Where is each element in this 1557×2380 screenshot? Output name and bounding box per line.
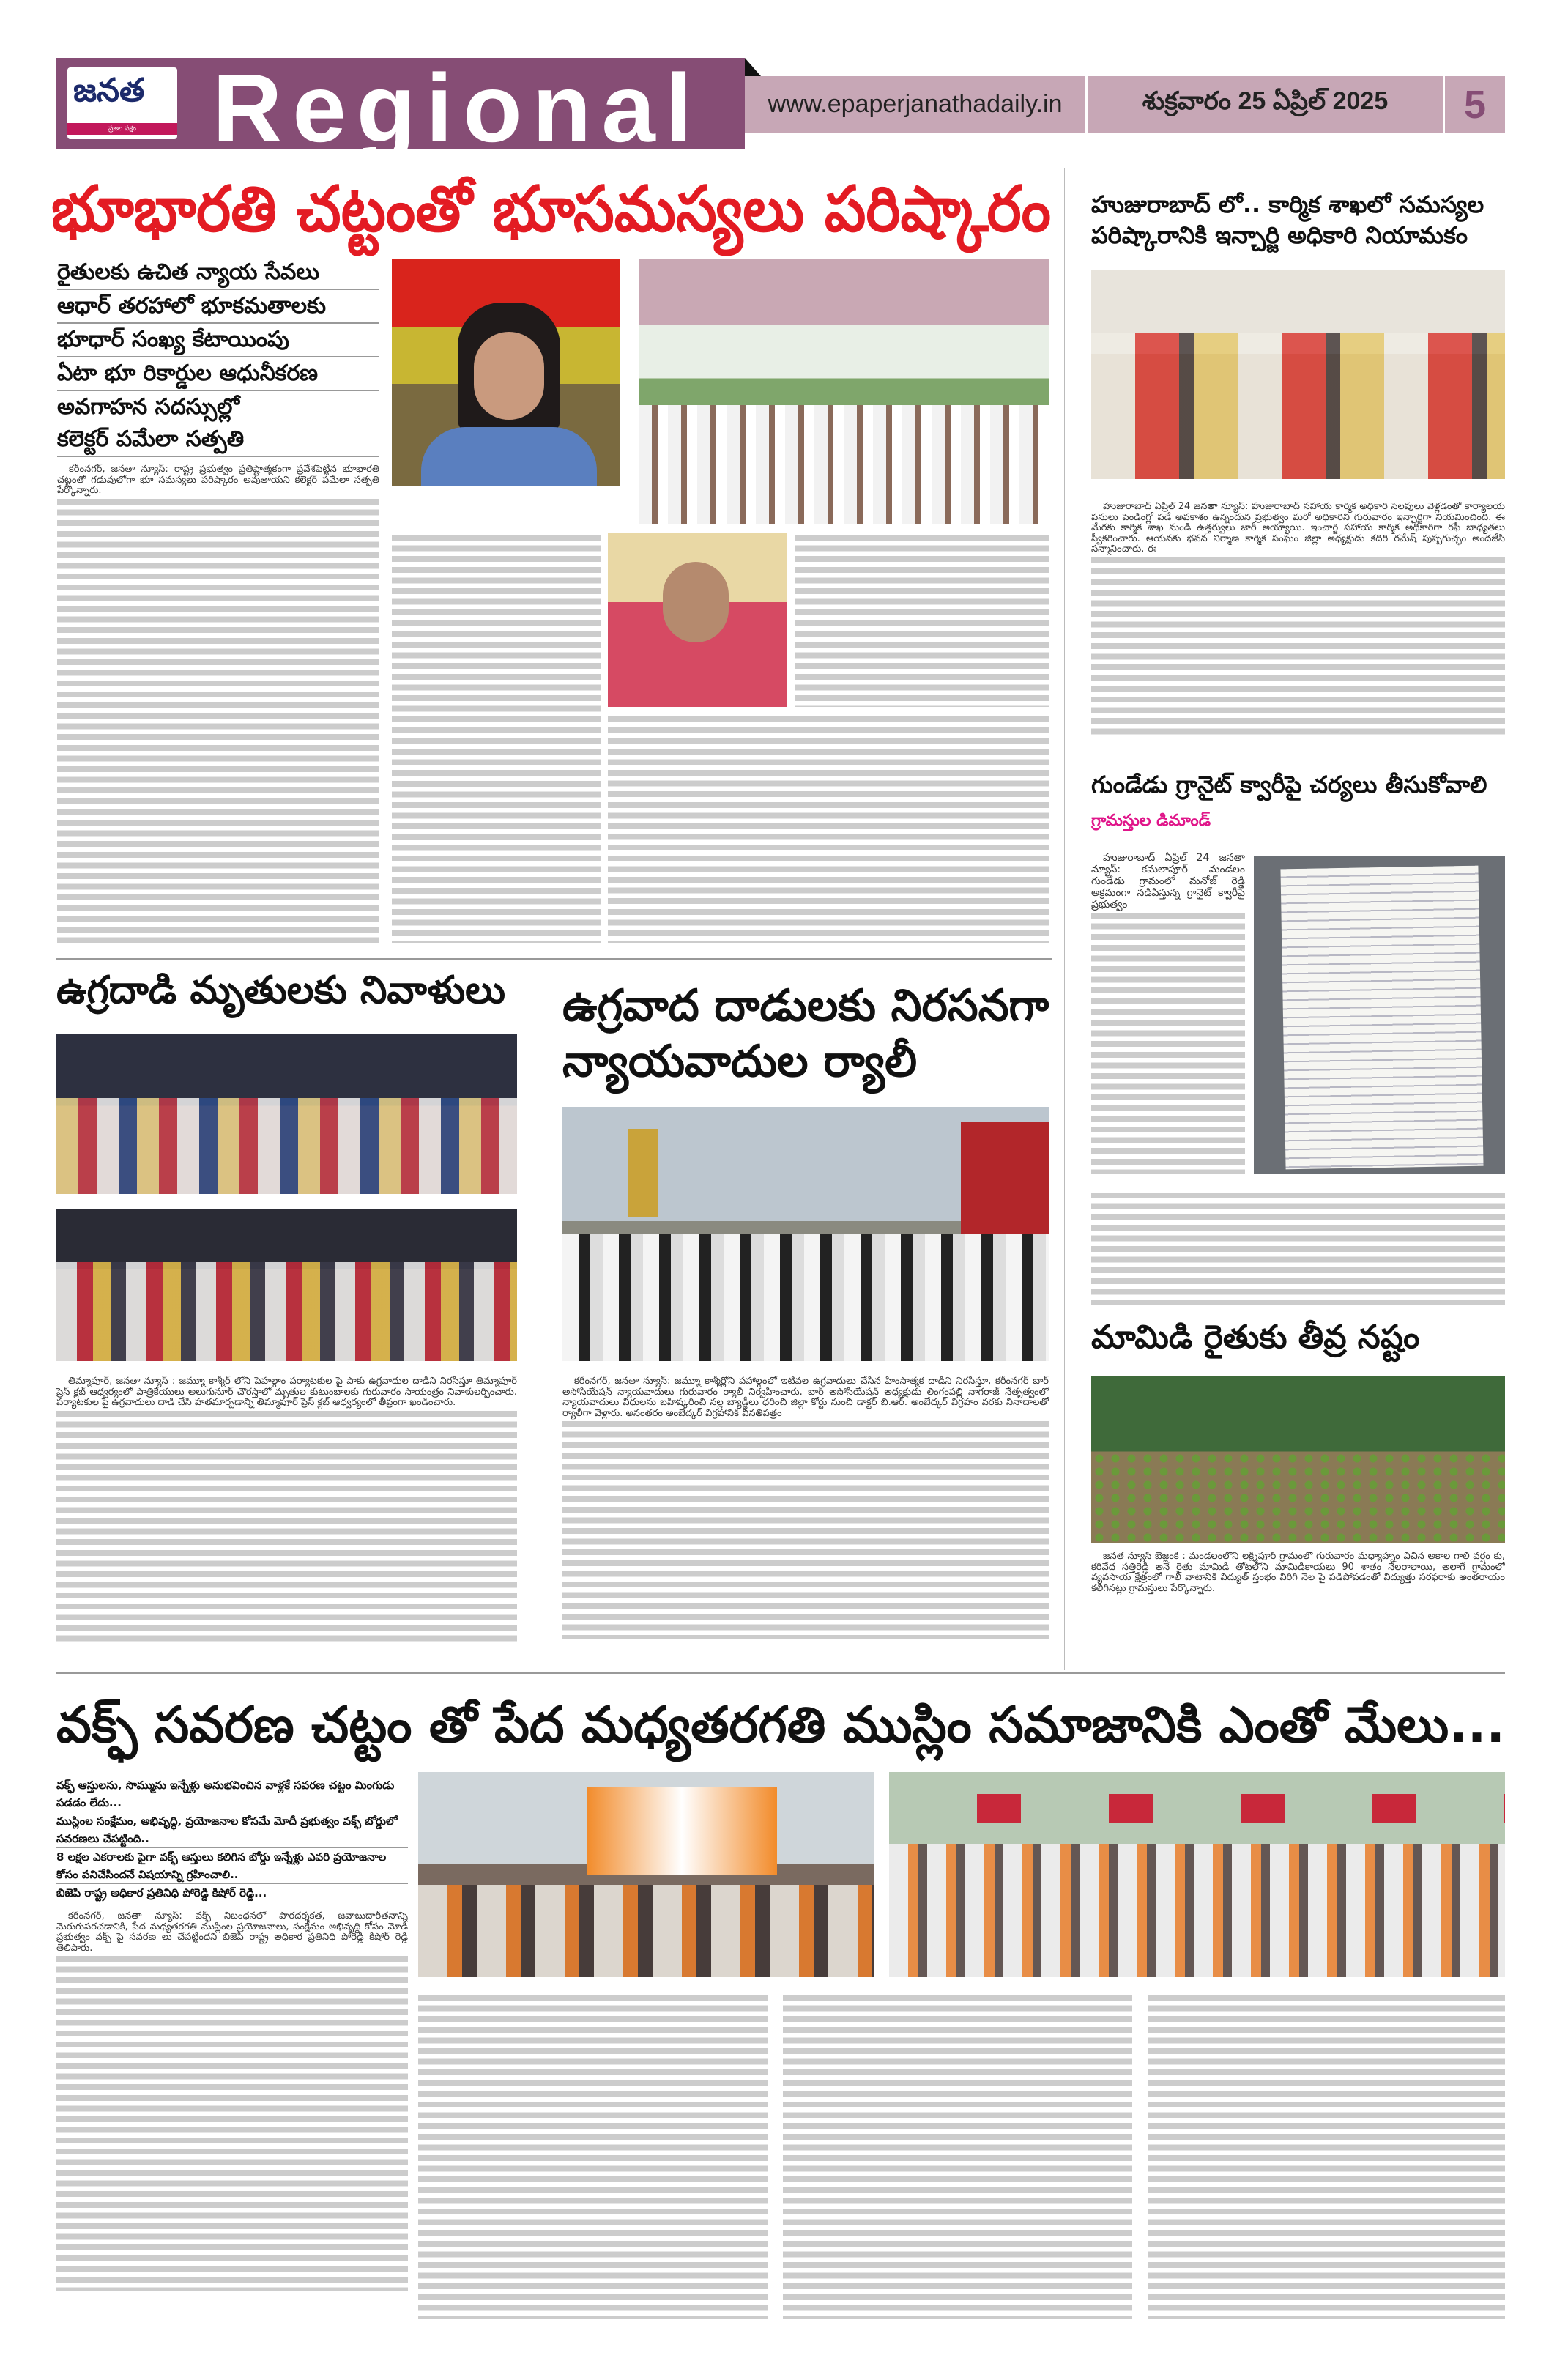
tribute-body-text: తిమ్మాపూర్, జనతా న్యూస్ : జమ్మూ కాశ్మీర్ లోని పెహల్గాం పర్యాటకుల పై పాకు ఉగ్రవాదుల దాడిని నిరసిస్తూ తిమ్మాపూర్ ప్రెస్ క్లబ్ ఆధ్వర్యంలో పాత్రికేయులు అలుగునూర్ చౌరస్తాలో మృతుల కుటుంబాలకు గురువారం సాయంత్రం నివాళులర్పించారు. పర్యాటకుల పై ఉగ్రవాదులు దాడి చేసి హతమార్చడాన్ని తిమ్మాపూర్ ప్రెస్ క్లబ్ ఆధ్వర్యంలో తీవ్రంగా ఖండించారు.	[56, 1376, 517, 1409]
lead-headline: భూభారతి చట్టంతో భూసమస్యలు పరిష్కారం	[51, 173, 1051, 246]
section-divider	[56, 1672, 1505, 1674]
lead-subhead: ఆధార్ తరహాలో భూకమతాలకు	[57, 290, 379, 324]
page-number: 5	[1445, 76, 1505, 133]
lead-left-column	[57, 256, 379, 943]
text-texture	[56, 1954, 408, 2291]
lawyers-headline-line1: ఉగ్రవాద దాడులకు నిరసనగా	[562, 980, 1049, 1031]
waqf-subhead: ముస్లింల సంక్షేమం, అభివృద్ధి, ప్రయోజనాల కోసమే మోదీ ప్రభుత్వం వక్ఫ్ బోర్డులో సవరణలు చేపట్టింది..	[56, 1812, 408, 1848]
lead-subhead: భూధార్ సంఖ్య కేటాయింపు	[57, 324, 379, 357]
lawyers-headline-line2: న్యాయవాదుల ర్యాలీ	[562, 1036, 918, 1087]
granite-headline: గుండేడు గ్రానైట్ క్వారీపై చర్యలు తీసుకోవాలి	[1091, 771, 1487, 798]
lawyers-rally-photo	[562, 1107, 1049, 1361]
tribute-photo-1	[56, 1034, 517, 1194]
lead-body-text: కరీంనగర్, జనతా న్యూస్: రాష్ట్ర ప్రభుత్వం ప్రతిష్టాత్మకంగా ప్రవేశపెట్టిన భూభారతి చట్టంతో గడువులోగా భూ సమస్యలు పరిష్కారం అవుతాయని కలెక్టర్ పమేలా సత్పతి పేర్కొన్నారు.	[57, 464, 379, 497]
masthead-corner	[745, 58, 761, 76]
granite-body-cont	[1091, 1190, 1505, 1308]
lawyers-body-text: కరీంనగర్, జనతా న్యూస్: జమ్మూ కాశ్మీర్లోని పహాల్గంలో ఇటీవల ఉగ్రవాదులు చేసిన హింసాత్మక దాడిని నిరసిస్తూ, కరీంనగర్ బార్ అసోసియేషన్ న్యాయవాదులు గురువారం ర్యాలీ నిర్వహించారు. బార్ అసోసియేషన్ అధ్యక్షుడు లింగంపల్లి నాగరాజ్ నేతృత్వంలో న్యాయవాదులు విధులను బహిష్కరించి నల్ల బ్యాడ్జీలు ధరించి జిల్లా కోర్టు నుంచి డాక్టర్ బి.ఆర్. అంబేద్కర్ విగ్రహం వరకు నినాదాలతో ర్యాలీగా వెళ్లారు. అనంతరం అంబేద్కర్ విగ్రహానికి వినతిపత్రం	[562, 1376, 1049, 1419]
mango-body: జనత న్యూస్ బెజ్జంకి : మండలంలోని లక్ష్మీపూర్ గ్రామంలో గురువారం మధ్యాహ్నం వీచిన అకాల గాలి వర్షం కు, కరివేద సత్తిరెడ్డి అనే రైతు మామిడి తోటలోని మామిడికాయలు 90 శాతం నేలరాలాయి, అలాగే గ్రామంలో వ్యవసాయ క్షేత్రంలో గాలి వాటానికి విద్యుత్ స్తంభం విరిగి నెల పై పడిపోవడంతో విద్యుత్తు సరఫరాకు అంతరాయం కలిగినట్లు గ్రామస్తులు పేర్కొన్నారు.	[1091, 1552, 1505, 1594]
lead-body-col2	[392, 533, 601, 943]
waqf-subhead: 8 లక్షల ఎకరాలకు పైగా వక్ఫ్ ఆస్తులు కలిగిన బోర్డు ఇన్నేళ్లు ఎవరి ప్రయోజనాల కోసం పనిచేసిందనే విషయాన్ని గ్రహించాలి..	[56, 1848, 408, 1884]
collector-speaking-photo	[392, 259, 620, 486]
lawyers-headline	[562, 978, 1049, 1089]
officer-felicitation-photo	[1091, 270, 1505, 479]
lead-subhead: అవగాహన సదస్సుల్లో	[57, 394, 240, 420]
issue-date: శుక్రవారం 25 ఏప్రిల్ 2025	[1088, 76, 1443, 133]
waqf-left-column	[56, 1776, 408, 2319]
granite-body-text: హుజురాబాద్ ఏప్రిల్ 24 జనతా న్యూస్: కమలాపూర్ మండలం గుండేడు గ్రామంలో మనోజ్ రెడ్డి అక్రమంగా నడిపిస్తున్న గ్రానైట్ క్వారీపై ప్రభుత్వం	[1091, 852, 1245, 911]
newspaper-logo	[67, 67, 177, 139]
complaint-letter-photo	[1254, 856, 1505, 1174]
text-texture	[1091, 911, 1245, 1174]
text-texture	[562, 1419, 1049, 1639]
text-texture	[57, 497, 379, 943]
official-speaking-photo	[608, 533, 787, 707]
waqf-body-col4	[1148, 1992, 1505, 2319]
press-meet-photo	[418, 1772, 874, 1977]
waqf-headline: వక్ఫ్ సవరణ చట్టం తో పేద మధ్యతరగతి ముస్లిం సమాజానికి ఎంతో మేలు...	[56, 1697, 1505, 1754]
logo-tagline: ప్రజల పక్షం	[67, 123, 177, 135]
awareness-meeting-crowd-photo	[639, 259, 1049, 524]
lead-subhead: రైతులకు ఉచిత న్యాయ సేవలు	[57, 256, 379, 290]
hujurabad-body	[1091, 502, 1505, 762]
lead-body-col1	[57, 464, 379, 943]
hujurabad-body-text: హుజురాబాద్ ఏప్రిల్ 24 జనతా న్యూస్: హుజురాబాద్ సహాయ కార్మిక అధికారి సెలవులు వెళ్లడంతో కార్యాలయ పనులు పెండింగ్లో పడే అవకాశం ఉన్నందున ప్రభుత్వం మరో అధికారిని గురువారం ఇన్చార్జిగా నియమించింది. ఈ మేరకు కార్మిక శాఖ నుండి ఉత్తర్వులు జారీ అయ్యాయి. ఇంచార్జి సహాయ కార్మిక అధికారిగా రఫీ బాధ్యతలు స్వీకరించారు. ఆయనకు భవన నిర్మాణ కార్మిక సంఘం జిల్లా అధ్యక్షుడు కదిరి రమేష్ పుష్పగుచ్ఛం అందజేసి సన్మానించారు. ఈ	[1091, 502, 1505, 555]
waqf-subheads	[56, 1776, 408, 1902]
waqf-subhead: బిజెపి రాష్ట్ర అధికార ప్రతినిధి పోరెడ్డి కిషోర్ రెడ్డి...	[56, 1884, 408, 1902]
granite-kicker: గ్రామస్తుల డిమాండ్	[1091, 812, 1211, 830]
text-texture	[1091, 555, 1505, 738]
column-divider	[1064, 168, 1065, 1670]
granite-body	[1091, 852, 1245, 1187]
tribute-body	[56, 1376, 517, 1650]
lead-subhead: ఏటా భూ రికార్డుల ఆధునీకరణ	[57, 357, 379, 391]
lawyers-body	[562, 1376, 1049, 1657]
lead-body-col3a	[795, 533, 1049, 707]
lead-body-col3b	[608, 714, 1049, 943]
lead-subhead: కలెక్టర్ పమేలా సత్పతి	[57, 423, 379, 457]
website-url[interactable]: www.epaperjanathadaily.in	[745, 76, 1085, 133]
hujurabad-headline: హుజురాబాద్ లో.. కార్మిక శాఖలో సమస్యల పరిష్కారానికి ఇన్చార్జి అధికారి నియామకం	[1091, 190, 1484, 249]
section-divider	[56, 958, 1052, 960]
waqf-body-text: కరీంనగర్, జనతా న్యూస్: వక్ఫ్ నిబంధనలో పారదర్శకత, జవాబుదారీతనాన్ని మెరుగుపరచడానికి, పేద మధ్యతరగతి ముస్లింల ప్రయోజనాలు, సంక్షేమం అభివృద్ధి కోసం మోడీ ప్రభుత్వం వక్ఫ్ పై సవరణ లు చేపట్టిందని బిజెపి రాష్ట్ర అధికార ప్రతినిధి పోరెడ్డి కిషోర్ రెడ్డి తెలిపారు.	[56, 1911, 408, 1954]
mango-headline: మామిడి రైతుకు తీవ్ర నష్టం	[1091, 1319, 1420, 1356]
waqf-body-col3	[783, 1992, 1132, 2319]
fallen-mangoes-photo	[1091, 1376, 1505, 1543]
waqf-body-col1	[56, 1911, 408, 2319]
tribute-photo-2	[56, 1209, 517, 1361]
waqf-body-col2	[418, 1992, 768, 2319]
waqf-subhead: వక్ఫ్ ఆస్తులను, సొమ్మును ఇన్నేళ్లు అనుభవించిన వాళ్లకే సవరణ చట్టం మింగుడు పడడం లేదు...	[56, 1776, 408, 1812]
section-title: Regional	[212, 54, 703, 162]
tribute-headline: ఉగ్రదాడి మృతులకు నివాళులు	[56, 968, 506, 1012]
logo-text: జనత	[73, 72, 145, 109]
text-texture	[56, 1409, 517, 1643]
waqf-meeting-crowd-photo	[889, 1772, 1505, 1977]
